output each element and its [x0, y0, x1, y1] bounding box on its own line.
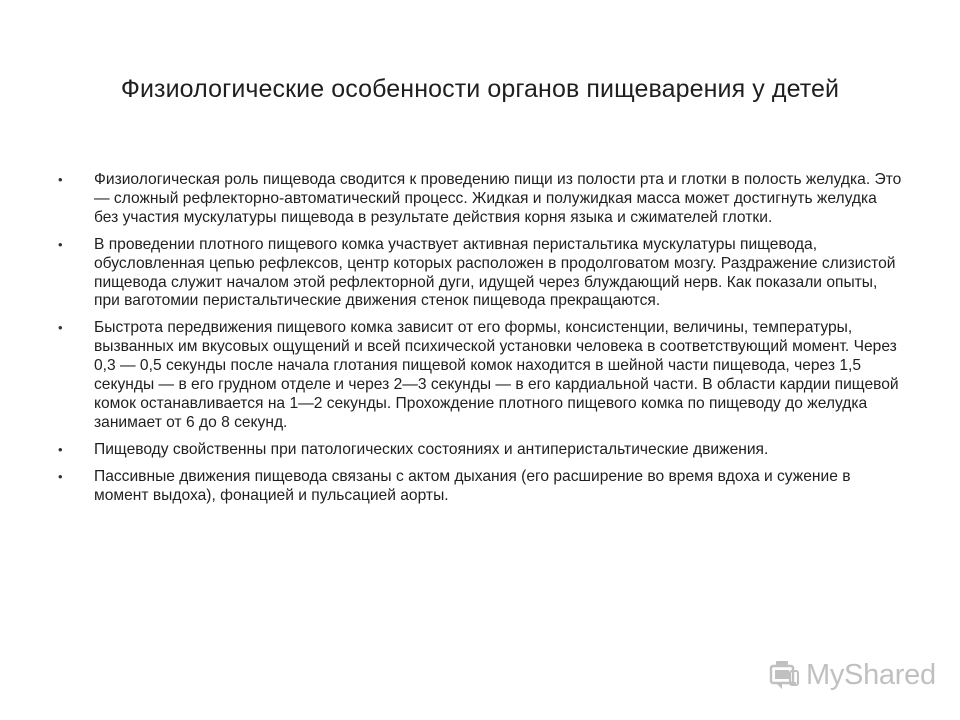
bullet-marker-icon: • [58, 468, 63, 484]
bullet-item [58, 468, 904, 506]
bullet-text: В проведении плотного пищевого комка участвует активная перистальтика мускулатуры пищевода, обусловленная цепью рефлексов, центр которых расположен в продолговатом мозгу. Раздражение слизистой пищевода служит началом этой рефлекторной дуги, идущей через блуждающий нерв. Как показали опыты, при ваготомии перистальтические движения стенок пищевода прекращаются. [94, 235, 896, 310]
myshared-watermark [766, 655, 936, 695]
bullet-marker-icon: • [58, 172, 63, 187]
bullet-text: Физиологическая роль пищевода сводится к проведению пищи из полости рта и глотки в полость желудка. Это — сложный рефлекторно-автоматический процесс. Жидкая и полужидкая масса может достигнуть желудка без участия мускулатуры пищевода в результате действия корня языка и сжимателей глотки. [94, 171, 902, 226]
bullet-marker-icon: • [58, 236, 63, 252]
bullet-text: Пищеводу свойственны при патологических состояниях и антиперистальтические движения. [94, 440, 769, 458]
watermark-text: MyShared [806, 659, 936, 691]
bullet-marker-icon: • [58, 441, 63, 457]
bullet-item [58, 441, 904, 460]
bullet-text: Пассивные движения пищевода связаны с актом дыхания (его расширение во время вдоха и сужение в момент выдоха), фонацией и пульсацией аорты. [94, 467, 851, 504]
bullet-list [58, 171, 904, 514]
bullet-marker-icon: • [58, 320, 63, 336]
bullet-item [58, 236, 904, 312]
bullet-item [58, 319, 904, 432]
bullet-item [58, 171, 904, 228]
bullet-text: Быстрота передвижения пищевого комка зависит от его формы, консистенции, величины, температуры, вызванных им вкусовых ощущений и всей психической установки человека в соответствующий момент. Через 0,3 — 0,5 секунды после начала глотания пищевой комок находится в шейной части пищевода, через 1,5 секунды — в его грудном отделе и через 2—3 секунды — в его кардиальной части. В области кардии пищевой комок останавливается на 1—2 секунды. Прохождение плотного пищевого комка по пищеводу до желудка занимает от 6 до 8 секунд. [94, 319, 899, 431]
slide-title: Физиологические особенности органов пищеварения у детей [120, 75, 840, 103]
myshared-logo-icon [766, 657, 802, 693]
